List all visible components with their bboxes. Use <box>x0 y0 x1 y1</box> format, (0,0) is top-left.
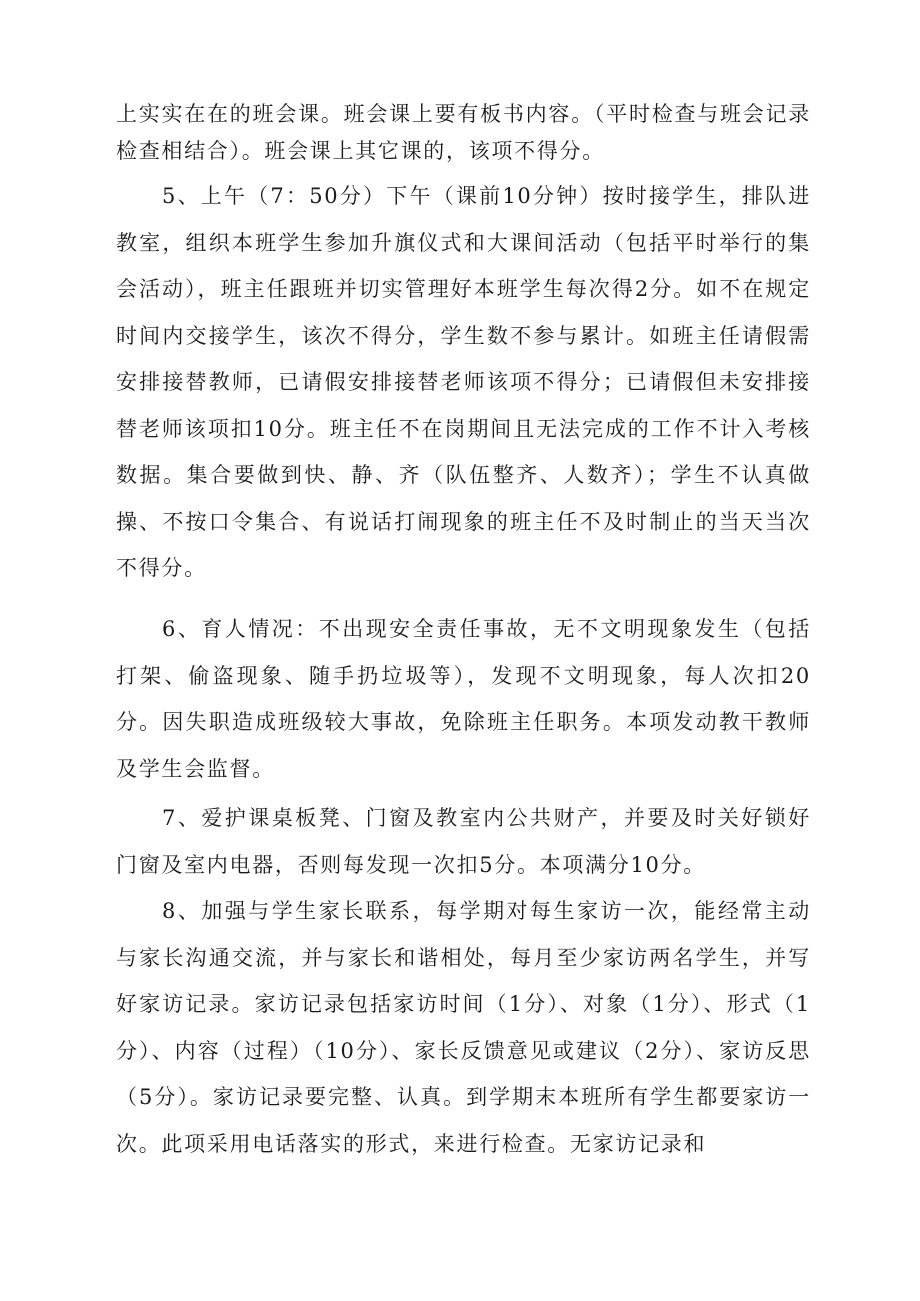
paragraph-item-5: 5、上午（7：50分）下午（课前10分钟）按时接学生，排队进教室，组织本班学生参加升旗仪式和大课间活动（包括平时举行的集会活动），班主任跟班并切实管理好本班学生每次得2分。如不在规定时间内交接学生，该次不得分，学生数不参与累计。如班主任请假需安排接替教师，已请假安排接替老师该项不得分；已请假但未安排接替老师该项扣10分。班主任不在岗期间且无法完成的工作不计入考核数据。集合要做到快、静、齐（队伍整齐、人数齐）；学生不认真做操、不按口令集合、有说话打闹现象的班主任不及时制止的当天当次不得分。 <box>116 184 811 580</box>
paragraph-continuation: 上实实在在的班会课。班会课上要有板书内容。（平时检查与班会记录检查相结合）。班会课上其它课的，该项不得分。 <box>116 102 811 163</box>
paragraph-item-8: 8、加强与学生家长联系，每学期对每生家访一次，能经常主动与家长沟通交流，并与家长和谐相处，每月至少家访两名学生，并写好家访记录。家访记录包括家访时间（1分）、对象（1分）、形式（1分）、内容（过程）（10分）、家长反馈意见或建议（2分）、家访反思（5分）。家访记录要完整、认真。到学期末本班所有学生都要家访一次。此项采用电话落实的形式，来进行检查。无家访记录和 <box>116 899 811 1156</box>
paragraph-item-6: 6、育人情况：不出现安全责任事故，无不文明现象发生（包括打架、偷盗现象、随手扔垃圾等），发现不文明现象，每人次扣20分。因失职造成班级较大事故，免除班主任职务。本项发动教干教师及学生会监督。 <box>116 617 811 781</box>
paragraph-item-7: 7、爱护课桌板凳、门窗及教室内公共财产，并要及时关好锁好门窗及室内电器，否则每发现一次扣5分。本项满分10分。 <box>116 806 811 877</box>
